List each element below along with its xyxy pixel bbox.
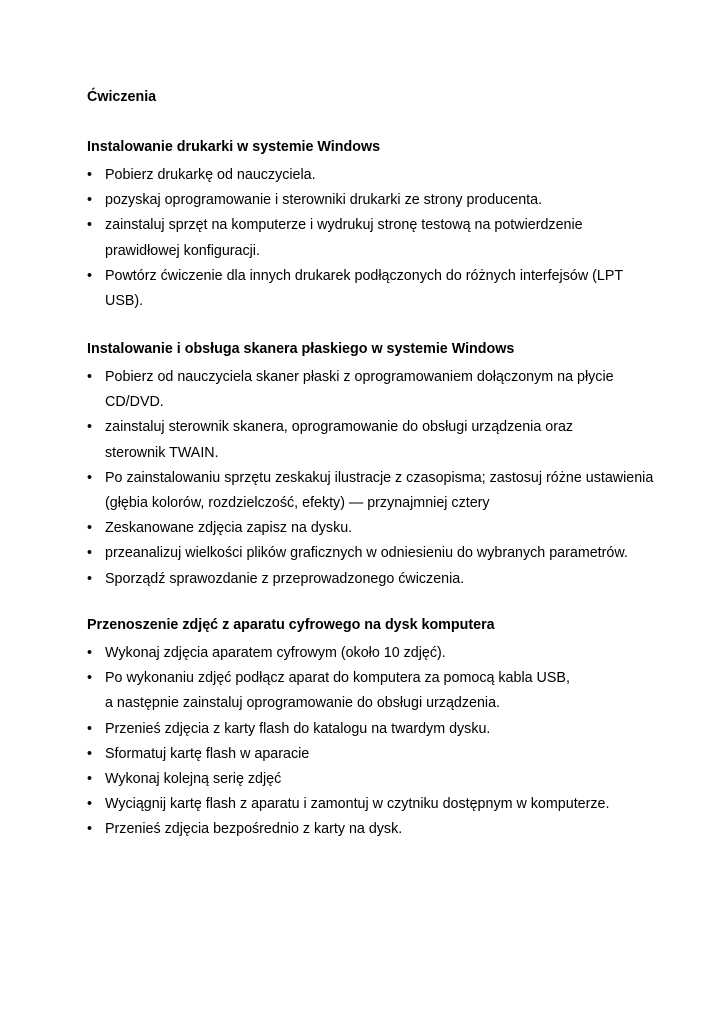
list-item: [87, 415, 687, 465]
list-item-text: Wykonaj zdjęcia aparatem cyfrowym (około 10 zdjęć).: [105, 645, 446, 661]
section-camera: [87, 616, 687, 843]
bullet-icon: •: [87, 369, 93, 385]
list-item-text: zainstaluj sterownik skanera, oprogramowanie do obsługi urządzenia oraz: [105, 419, 574, 436]
list-item-text: przeanalizuj wielkości plików graficznych w odniesieniu do wybranych parametrów.: [105, 545, 628, 562]
section-heading: Instalowanie i obsługa skanera płaskiego w systemie Windows: [87, 341, 515, 357]
bullet-icon: •: [87, 520, 93, 537]
list-item-text: a następnie zainstaluj oprogramowanie do obsługi urządzenia.: [105, 695, 501, 712]
list-item-text: Zeskanowane zdjęcia zapisz na dysku.: [105, 520, 353, 537]
bullet-list: [87, 163, 687, 314]
list-item-text: Powtórz ćwiczenie dla innych drukarek podłączonych do różnych interfejsów (LPT: [105, 267, 624, 284]
bullet-icon: •: [87, 217, 93, 234]
bullet-icon: •: [87, 670, 93, 687]
list-item: [87, 213, 687, 263]
list-item: [87, 666, 687, 716]
list-item: [87, 365, 687, 415]
bullet-icon: •: [87, 192, 93, 209]
list-item: [87, 641, 687, 666]
bullet-icon: •: [87, 267, 93, 284]
list-item: [87, 188, 687, 213]
section-printer: [87, 138, 687, 314]
list-item-text: USB).: [105, 293, 144, 310]
list-item: [87, 163, 687, 188]
list-item-text: Po zainstalowaniu sprzętu zeskakuj ilustracje z czasopisma; zastosuj różne ustawienia: [105, 469, 654, 486]
list-item-text: Sformatuj kartę flash w aparacie: [105, 745, 310, 762]
list-item: [87, 541, 687, 566]
list-item: [87, 767, 687, 792]
list-item-text: Po wykonaniu zdjęć podłącz aparat do komputera za pomocą kabla USB,: [105, 670, 570, 687]
list-item-text: Sporządź sprawozdanie z przeprowadzonego ćwiczenia.: [105, 570, 465, 587]
bullet-icon: •: [87, 720, 93, 737]
list-item: [87, 567, 687, 592]
section-scanner: [87, 340, 687, 592]
bullet-icon: •: [87, 821, 93, 838]
bullet-icon: •: [87, 796, 93, 813]
page-title: Ćwiczenia: [87, 89, 157, 105]
list-item-text: Pobierz drukarkę od nauczyciela.: [105, 167, 316, 183]
list-item-text: prawidłowej konfiguracji.: [105, 242, 260, 259]
bullet-icon: •: [87, 167, 93, 183]
list-item: [87, 717, 687, 742]
bullet-list: [87, 365, 687, 592]
bullet-icon: •: [87, 545, 93, 562]
section-heading: Instalowanie drukarki w systemie Windows: [87, 139, 381, 155]
bullet-icon: •: [87, 645, 93, 661]
bullet-list: [87, 641, 687, 843]
list-item-text: CD/DVD.: [105, 394, 164, 411]
list-item-text: Przenieś zdjęcia z karty flash do katalogu na twardym dysku.: [105, 720, 491, 737]
list-item-text: Przenieś zdjęcia bezpośrednio z karty na dysk.: [105, 821, 403, 838]
list-item-text: (głębia kolorów, rozdzielczość, efekty) — przynajmniej cztery: [105, 495, 490, 512]
list-item-text: Wyciągnij kartę flash z aparatu i zamontuj w czytniku dostępnym w komputerze.: [105, 796, 610, 813]
bullet-icon: •: [87, 419, 93, 436]
list-item: [87, 466, 687, 516]
bullet-icon: •: [87, 771, 93, 788]
list-item-text: zainstaluj sprzęt na komputerze i wydrukuj stronę testową na potwierdzenie: [105, 217, 583, 234]
list-item-text: sterownik TWAIN.: [105, 444, 219, 461]
bullet-icon: •: [87, 570, 93, 587]
list-item-text: pozyskaj oprogramowanie i sterowniki drukarki ze strony producenta.: [105, 192, 543, 209]
list-item: [87, 516, 687, 541]
list-item: [87, 817, 687, 842]
bullet-icon: •: [87, 745, 93, 762]
list-item-text: Pobierz od nauczyciela skaner płaski z oprogramowaniem dołączonym na płycie: [105, 369, 614, 385]
list-item: [87, 264, 687, 314]
section-heading: Przenoszenie zdjęć z aparatu cyfrowego na dysk komputera: [87, 617, 495, 633]
list-item: [87, 792, 687, 817]
list-item: [87, 742, 687, 767]
list-item-text: Wykonaj kolejną serię zdjęć: [105, 771, 282, 788]
bullet-icon: •: [87, 469, 93, 486]
